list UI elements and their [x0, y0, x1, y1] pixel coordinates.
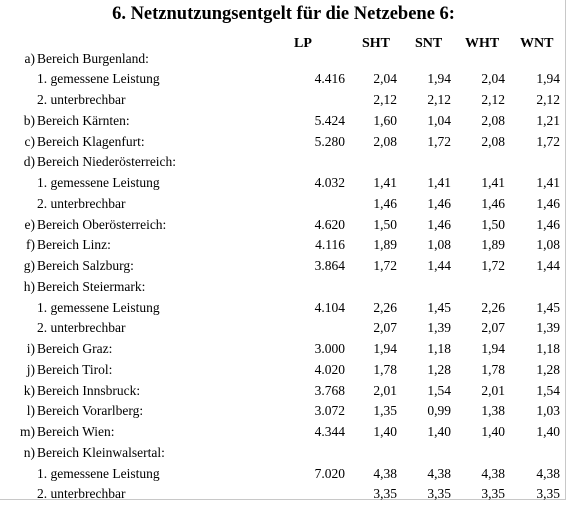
table-row: [0, 484, 567, 505]
row-marker: f): [26, 237, 35, 253]
row-marker: a): [24, 50, 35, 66]
cell-wht: 2,26: [481, 299, 505, 315]
table-row: [0, 132, 567, 153]
table-row: [0, 277, 567, 298]
cell-sht: 1,60: [373, 112, 397, 128]
cell-snt: 1,08: [427, 237, 451, 253]
cell-wnt: 1,41: [536, 175, 560, 190]
table-row: [0, 401, 567, 422]
cell-snt: 1,28: [427, 361, 451, 377]
column-header-wnt: WNT: [520, 36, 554, 51]
cell-wht: 3,35: [481, 486, 505, 502]
cell-wnt: 1,21: [536, 112, 560, 128]
table-row: [0, 49, 567, 70]
cell-wht: 2,04: [481, 71, 505, 87]
table-row: [0, 194, 567, 215]
row-marker: g): [23, 258, 35, 273]
cell-snt: 0,99: [427, 403, 451, 419]
cell-lp: 4.344: [314, 424, 345, 439]
row-marker: i): [26, 341, 35, 356]
cell-lp: 4.116: [315, 237, 345, 253]
cell-wht: 1,78: [481, 361, 505, 377]
cell-snt: 1,46: [427, 216, 451, 232]
table-row: [0, 111, 567, 132]
cell-snt: 1,54: [427, 382, 451, 398]
cell-sht: 2,04: [373, 71, 397, 87]
column-header-wht: WHT: [465, 36, 500, 51]
table-row: [0, 443, 567, 464]
row-label: Bereich Wien:: [37, 424, 115, 439]
row-label: 1. gemessene Leistung: [37, 299, 160, 315]
cell-sht: 1,78: [373, 361, 397, 377]
column-header-lp: LP: [294, 36, 312, 51]
table-row: [0, 464, 567, 485]
row-label: Bereich Kärnten:: [37, 112, 130, 128]
table-row: [0, 422, 567, 443]
column-header-sht: SHT: [362, 36, 391, 51]
cell-sht: 2,07: [373, 320, 397, 336]
cell-sht: 2,26: [373, 299, 397, 315]
cell-sht: 1,41: [373, 175, 397, 190]
cell-snt: 1,44: [427, 258, 451, 273]
cell-lp: 4.020: [314, 361, 345, 377]
cell-wht: 1,41: [481, 175, 505, 190]
cell-sht: 2,12: [373, 92, 397, 107]
row-label: 1. gemessene Leistung: [37, 465, 160, 481]
row-label: Bereich Niederösterreich:: [37, 154, 177, 170]
row-marker: e): [24, 216, 35, 232]
row-label: Bereich Tirol:: [37, 361, 113, 377]
cell-sht: 1,35: [373, 403, 397, 419]
cell-wht: 1,94: [481, 341, 505, 356]
row-marker: h): [23, 278, 35, 294]
table-row: [0, 215, 567, 236]
cell-lp: 3.072: [314, 403, 345, 419]
cell-snt: 1,46: [427, 195, 451, 211]
table-row: [0, 235, 567, 256]
cell-snt: 3,35: [427, 486, 451, 502]
row-label: 2. unterbrechbar: [37, 195, 126, 211]
row-label: Bereich Steiermark:: [37, 278, 146, 294]
table-row: [0, 152, 567, 173]
table-row: [0, 69, 567, 90]
table-row: [0, 381, 567, 402]
row-label: Bereich Salzburg:: [37, 258, 134, 273]
cell-lp: 4.032: [314, 175, 345, 190]
table-row: [0, 298, 567, 319]
row-marker: l): [26, 403, 35, 419]
cell-lp: 4.104: [314, 299, 345, 315]
cell-snt: 1,45: [427, 299, 451, 315]
row-marker: c): [24, 133, 35, 149]
cell-lp: 5.280: [314, 133, 345, 149]
cell-wht: 1,40: [481, 424, 505, 439]
cell-lp: 3.864: [314, 258, 345, 273]
row-marker: d): [23, 154, 35, 170]
row-label: Bereich Kleinwalsertal:: [37, 444, 165, 460]
cell-wht: 2,01: [481, 382, 505, 398]
cell-wnt: 1,45: [536, 299, 560, 315]
cell-wht: 1,89: [481, 237, 505, 253]
cell-wht: 2,08: [481, 133, 505, 149]
cell-wnt: 1,94: [536, 71, 560, 87]
cell-lp: 5.424: [314, 112, 345, 128]
cell-wnt: 3,35: [536, 486, 560, 502]
cell-wht: 1,50: [481, 216, 505, 232]
cell-lp: 4.416: [314, 71, 345, 87]
row-marker: b): [23, 112, 35, 128]
cell-wht: 2,08: [481, 112, 505, 128]
cell-sht: 1,94: [373, 341, 397, 356]
table-row: [0, 173, 567, 194]
cell-wht: 1,72: [481, 258, 505, 273]
row-marker: m): [20, 424, 35, 439]
cell-wht: 4,38: [481, 465, 505, 481]
cell-wht: 2,12: [481, 92, 505, 107]
row-label: Bereich Innsbruck:: [37, 382, 141, 398]
cell-sht: 1,89: [373, 237, 397, 253]
row-label: 2. unterbrechbar: [37, 92, 126, 107]
table-row: [0, 360, 567, 381]
column-header-snt: SNT: [415, 36, 443, 51]
cell-lp: 3.000: [314, 341, 345, 356]
cell-sht: 1,40: [373, 424, 397, 439]
cell-snt: 1,04: [427, 112, 451, 128]
cell-wnt: 1,72: [536, 133, 560, 149]
table-row: [0, 90, 567, 111]
cell-wnt: 1,46: [536, 195, 560, 211]
cell-lp: 7.020: [314, 465, 345, 481]
row-label: Bereich Burgenland:: [37, 50, 149, 66]
row-marker: n): [23, 444, 35, 460]
cell-sht: 2,01: [373, 382, 397, 398]
cell-wnt: 2,12: [536, 92, 560, 107]
cell-snt: 4,38: [427, 465, 451, 481]
table-row: [0, 256, 567, 277]
cell-lp: 3.768: [314, 382, 345, 398]
cell-wnt: 1,44: [536, 258, 560, 273]
table-row: [0, 318, 567, 339]
cell-wnt: 1,54: [536, 382, 560, 398]
document-title: 6. Netznutzungsentgelt für die Netzebene 6:: [112, 4, 455, 24]
cell-sht: 2,08: [373, 133, 397, 149]
cell-snt: 1,41: [427, 175, 451, 190]
cell-snt: 1,40: [427, 424, 451, 439]
cell-sht: 1,46: [373, 195, 397, 211]
cell-wnt: 1,46: [536, 216, 560, 232]
cell-wnt: 1,39: [536, 320, 560, 336]
cell-snt: 1,18: [427, 341, 451, 356]
row-label: 2. unterbrechbar: [37, 320, 126, 336]
cell-wht: 1,38: [481, 403, 505, 419]
row-label: Bereich Graz:: [37, 341, 113, 356]
row-marker: k): [23, 382, 35, 398]
row-label: Bereich Oberösterreich:: [37, 216, 167, 232]
cell-sht: 4,38: [373, 465, 397, 481]
row-label: Bereich Klagenfurt:: [37, 133, 145, 149]
cell-sht: 3,35: [373, 486, 397, 502]
cell-wnt: 1,40: [536, 424, 560, 439]
row-marker: j): [26, 361, 35, 377]
cell-sht: 1,72: [373, 258, 397, 273]
cell-wht: 2,07: [481, 320, 505, 336]
cell-snt: 1,72: [427, 133, 451, 149]
table-row: [0, 339, 567, 360]
row-label: Bereich Vorarlberg:: [37, 403, 144, 419]
cell-wnt: 1,08: [536, 237, 560, 253]
cell-wnt: 1,28: [536, 361, 560, 377]
cell-snt: 1,39: [427, 320, 451, 336]
cell-wnt: 1,18: [536, 341, 560, 356]
row-label: 1. gemessene Leistung: [37, 175, 160, 190]
cell-wht: 1,46: [481, 195, 505, 211]
cell-lp: 4.620: [314, 216, 345, 232]
row-label: 1. gemessene Leistung: [37, 71, 160, 87]
cell-snt: 1,94: [427, 71, 451, 87]
cell-wnt: 4,38: [536, 465, 560, 481]
cell-wnt: 1,03: [536, 403, 560, 419]
row-label: Bereich Linz:: [37, 237, 111, 253]
row-label: 2. unterbrechbar: [37, 486, 126, 502]
cell-sht: 1,50: [373, 216, 397, 232]
cell-snt: 2,12: [427, 92, 451, 107]
